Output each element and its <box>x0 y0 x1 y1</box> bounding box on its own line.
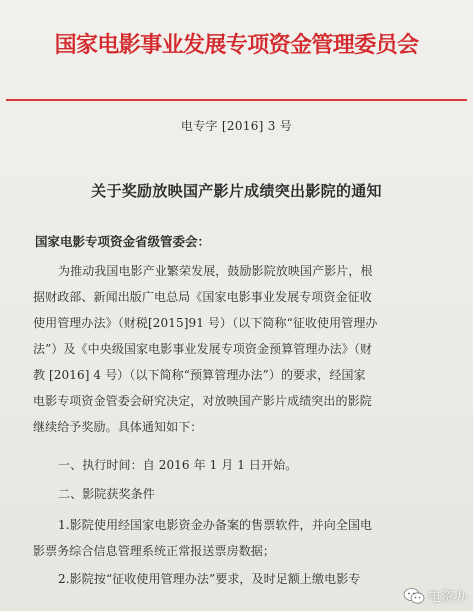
body-line: 为推动我国电影产业繁荣发展，鼓励影院放映国产影片，根 <box>58 264 373 278</box>
body-line: 据财政部、新闻出版广电总局《国家电影事业发展专项资金征收 <box>33 290 372 304</box>
body-line: 法”）及《中央级国家电影事业发展专项资金预算管理办法》（财 <box>33 342 373 356</box>
body-line: 使用管理办法》（财税[2015]91 号）（以下简称“征收使用管理办 <box>33 316 378 330</box>
issuer-header: 国家电影事业发展专项资金管理委员会 <box>54 32 419 58</box>
watermark-label: 电资办 <box>427 590 467 605</box>
red-divider <box>6 99 467 101</box>
account-watermark <box>403 586 467 605</box>
addressee: 国家电影专项资金省级管委会： <box>35 234 211 249</box>
body-line: 教 [2016] 4 号）（以下简称“预算管理办法”）的要求，经国家 <box>33 368 366 382</box>
document-number: 电专字 [2016] 3 号 <box>180 119 293 133</box>
wechat-icon <box>403 587 425 605</box>
body-line: 影票务综合信息管理系统正常报送票房数据； <box>33 544 276 558</box>
body-line: 1.影院使用经国家电影资金办备案的售票软件，并向全国电 <box>58 518 373 532</box>
body-line: 2.影院按“征收使用管理办法”要求，及时足额上缴电影专 <box>58 572 361 586</box>
document-title: 关于奖励放映国产影片成绩突出影院的通知 <box>91 182 382 200</box>
section-line: 二、影院获奖条件 <box>58 487 155 501</box>
section-line: 一、执行时间：自 2016 年 1 月 1 日开始。 <box>58 458 298 472</box>
body-line: 继续给予奖励。具体通知如下： <box>33 420 203 434</box>
body-line: 电影专项资金管委会研究决定，对放映国产影片成绩突出的影院 <box>33 394 372 408</box>
